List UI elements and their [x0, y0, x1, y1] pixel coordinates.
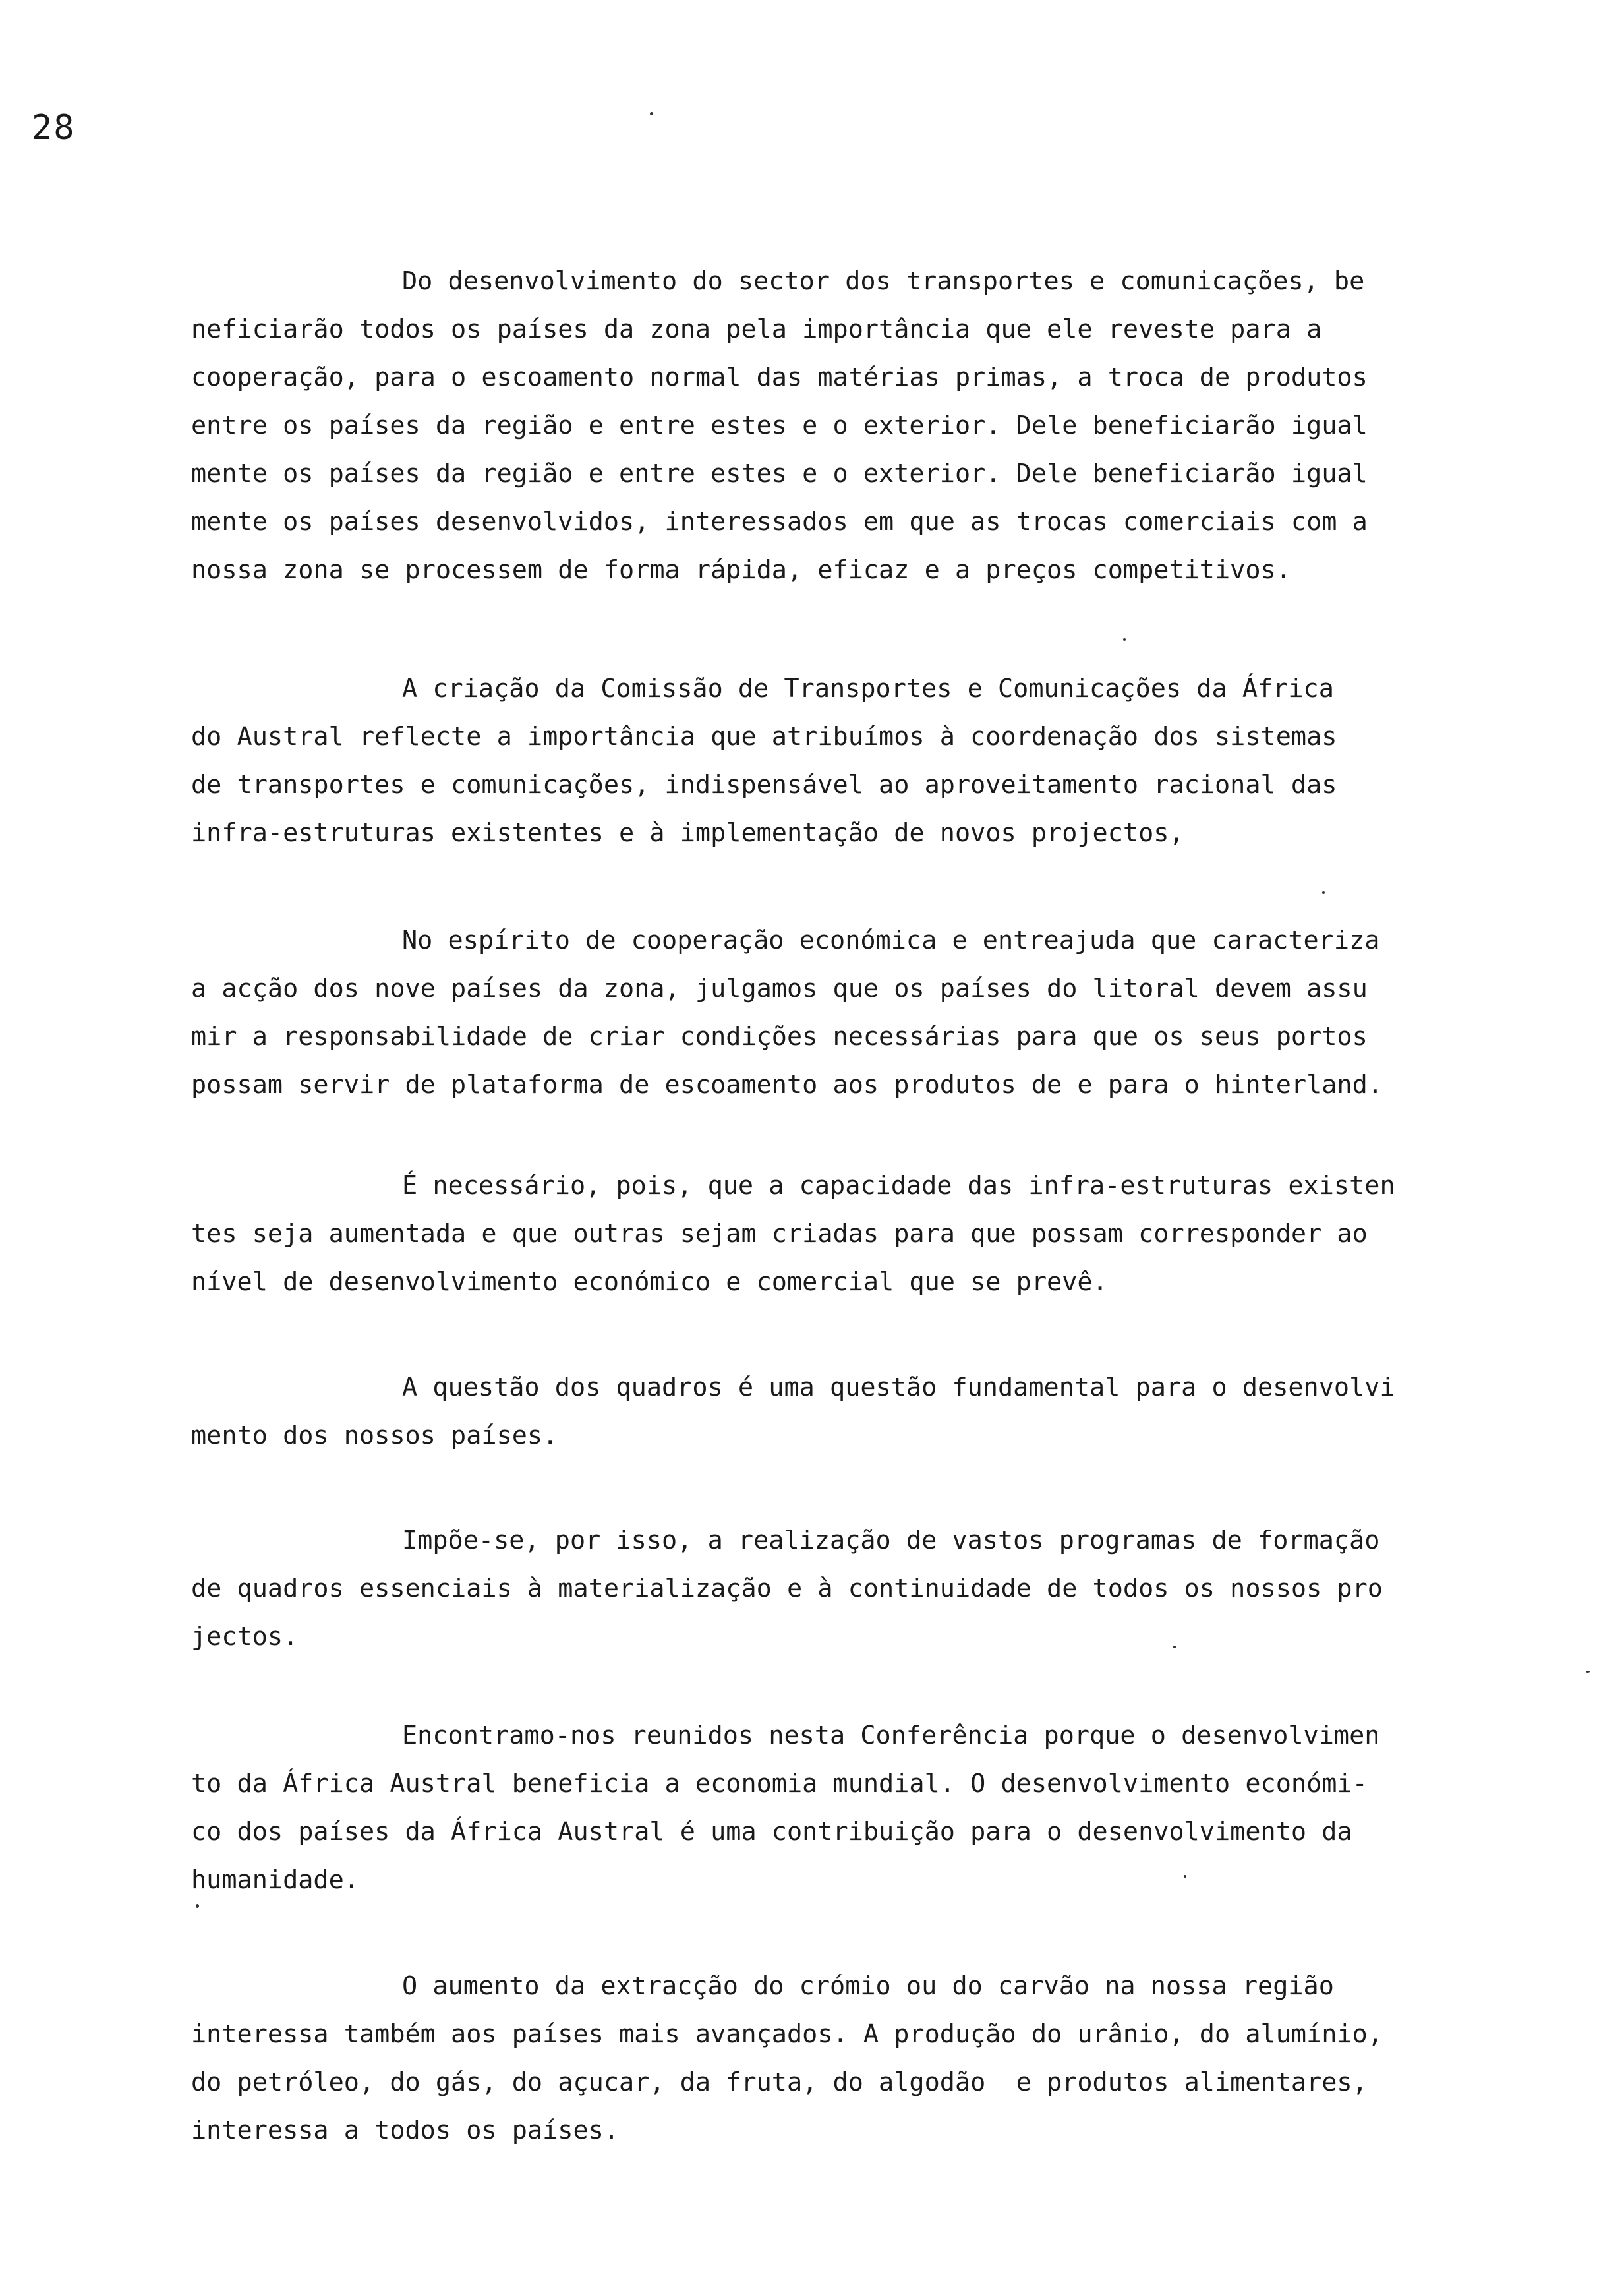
- scan-speck: [1184, 1875, 1186, 1878]
- text-line: A criação da Comissão de Transportes e Comunicações da África: [402, 674, 1334, 703]
- paragraph-cooperation: [191, 916, 1463, 1109]
- text-line: de quadros essenciais à materialização e à continuidade de todos os nossos pro: [191, 1574, 1383, 1603]
- text-line: co dos países da África Austral é uma contribuição para o desenvolvimento da: [191, 1817, 1352, 1847]
- paragraph-resources: [191, 1962, 1463, 2155]
- text-line: possam servir de plataforma de escoamento aos produtos de e para o hinterland.: [191, 1070, 1383, 1100]
- text-line: to da África Austral beneficia a economia mundial. O desenvolvimento económi-: [191, 1769, 1368, 1798]
- text-line: Impõe-se, por isso, a realização de vastos programas de formação: [402, 1526, 1380, 1555]
- scan-speck: [1322, 891, 1325, 894]
- text-line: A questão dos quadros é uma questão fundamental para o desenvolvi: [402, 1373, 1395, 1402]
- paragraph-cadres: [191, 1363, 1463, 1460]
- text-line: do Austral reflecte a importância que atribuímos à coordenação dos sistemas: [191, 722, 1337, 752]
- scan-speck: [1173, 1646, 1176, 1648]
- paragraph-training: [191, 1516, 1463, 1661]
- text-line: mir a responsabilidade de criar condições necessárias para que os seus portos: [191, 1022, 1368, 1052]
- text-line: interessa a todos os países.: [191, 2116, 620, 2145]
- text-line: interessa também aos países mais avançados. A produção do urânio, do alumínio,: [191, 2019, 1383, 2049]
- text-line: No espírito de cooperação económica e entreajuda que caracteriza: [402, 926, 1380, 955]
- text-line: cooperação, para o escoamento normal das matérias primas, a troca de produtos: [191, 363, 1368, 392]
- text-line: Do desenvolvimento do sector dos transportes e comunicações, be: [402, 266, 1365, 296]
- text-line: Encontramo-nos reunidos nesta Conferência porque o desenvolvimen: [402, 1721, 1380, 1750]
- scan-speck: [1123, 638, 1126, 641]
- text-line: a acção dos nove países da zona, julgamos que os países do litoral devem assu: [191, 974, 1368, 1003]
- text-line: neficiarão todos os países da zona pela importância que ele reveste para a: [191, 314, 1322, 344]
- text-line: de transportes e comunicações, indispensável ao aproveitamento racional das: [191, 770, 1337, 800]
- text-line: jectos.: [191, 1622, 299, 1651]
- text-line: mento dos nossos países.: [191, 1421, 558, 1450]
- text-line: mente os países da região e entre estes e o exterior. Dele beneficiarão igual: [191, 459, 1368, 489]
- paragraph-infrastructure: [191, 1162, 1463, 1306]
- text-line: nível de desenvolvimento económico e comercial que se prevê.: [191, 1267, 1108, 1297]
- scan-speck: [650, 112, 653, 115]
- paragraph-transport-communications: [191, 257, 1463, 594]
- page-number: 28: [32, 108, 76, 148]
- scan-speck: [1586, 1671, 1590, 1673]
- text-line: É necessário, pois, que a capacidade das infra-estruturas existen: [402, 1171, 1395, 1201]
- text-line: entre os países da região e entre estes e o exterior. Dele beneficiarão igual: [191, 411, 1368, 440]
- paragraph-commission: [191, 665, 1463, 857]
- scan-speck: [196, 1904, 199, 1908]
- text-line: tes seja aumentada e que outras sejam criadas para que possam corresponder ao: [191, 1219, 1368, 1249]
- text-line: nossa zona se processem de forma rápida, eficaz e a preços competitivos.: [191, 555, 1291, 585]
- text-line: humanidade.: [191, 1865, 359, 1895]
- paragraph-conference: [191, 1711, 1463, 1904]
- text-line: do petróleo, do gás, do açucar, da fruta, do algodão e produtos alimentares,: [191, 2067, 1368, 2097]
- text-line: mente os países desenvolvidos, interessados em que as trocas comerciais com a: [191, 507, 1368, 537]
- text-line: infra-estruturas existentes e à implementação de novos projectos,: [191, 818, 1184, 848]
- text-line: O aumento da extracção do crómio ou do carvão na nossa região: [402, 1971, 1334, 2001]
